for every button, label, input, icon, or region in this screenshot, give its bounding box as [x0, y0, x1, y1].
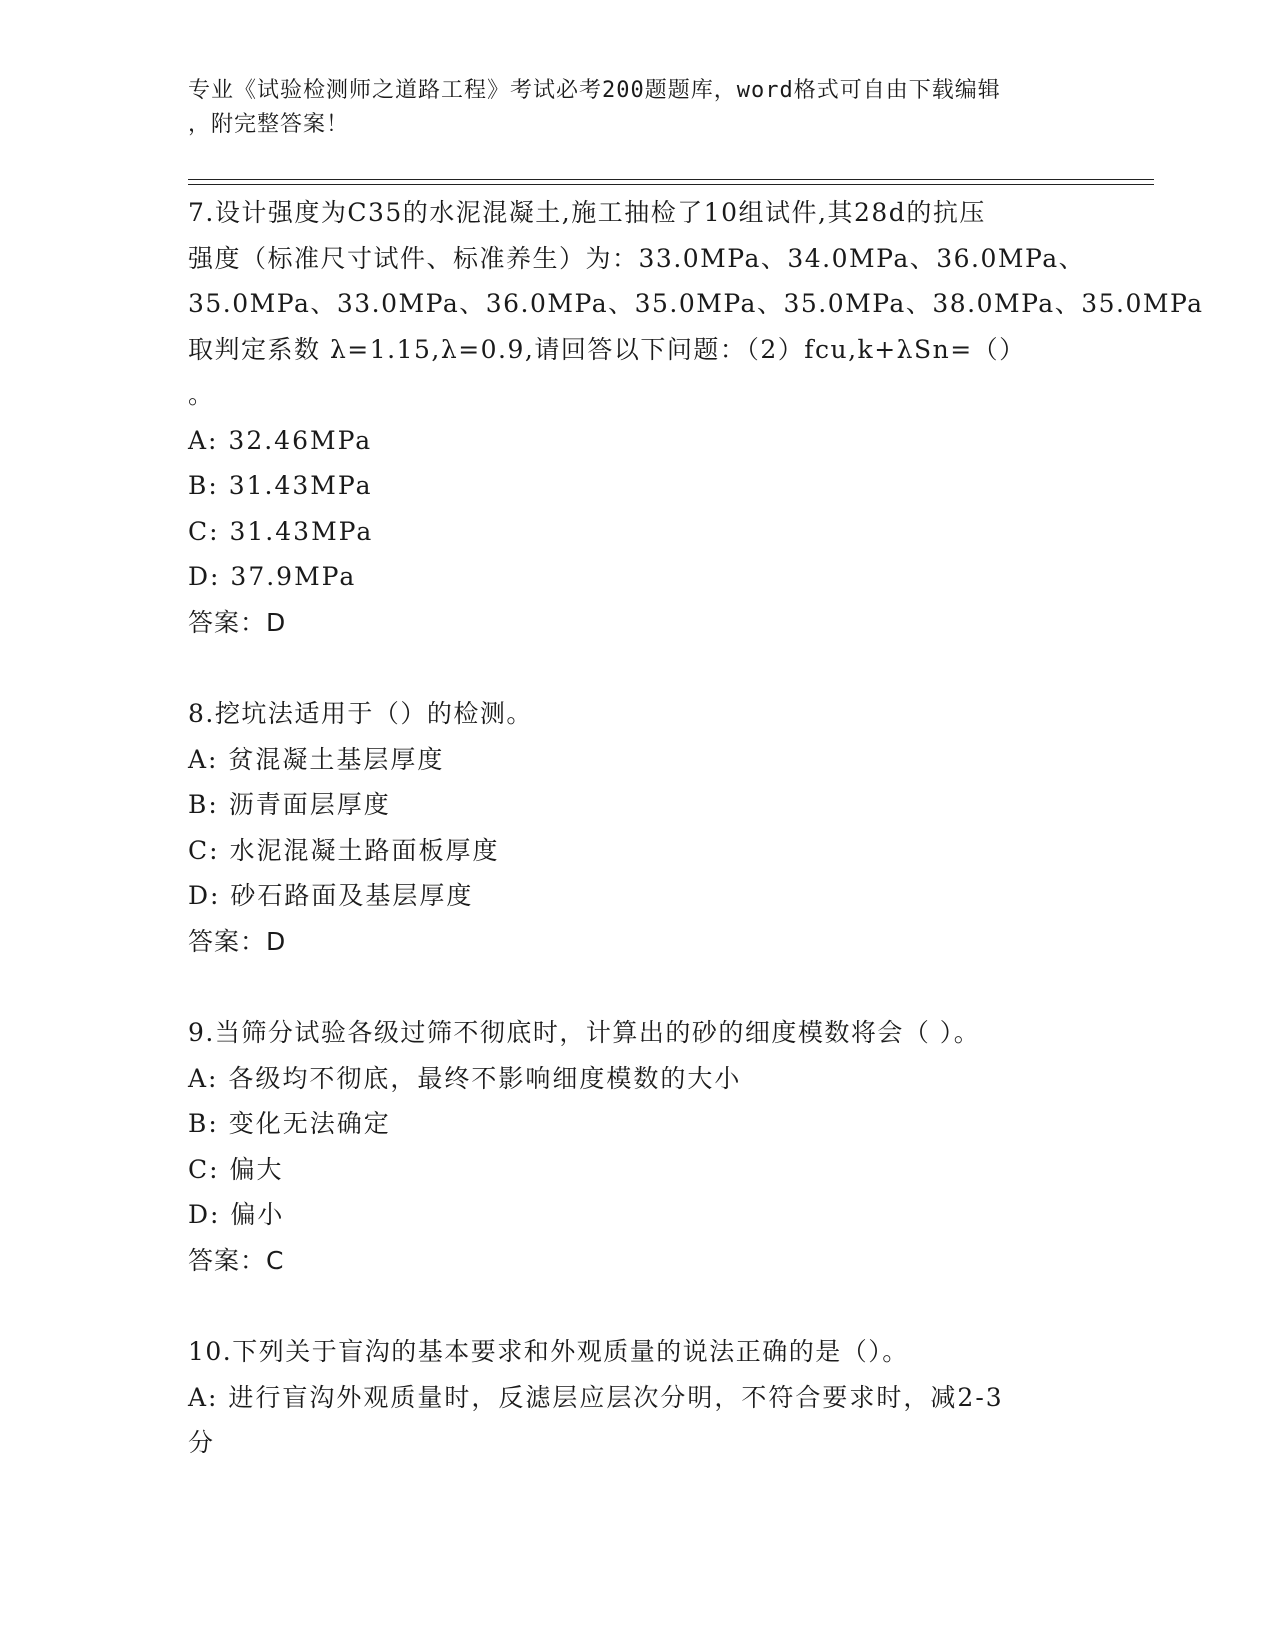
document-header	[188, 74, 1068, 142]
stem-line: 强度（标准尺寸试件、标准养生）为：33.0MPa、34.0MPa、36.0MPa、	[188, 243, 1086, 273]
stem-line: 8.挖坑法适用于（）的检测。	[188, 699, 533, 728]
stem-line: 10.下列关于盲沟的基本要求和外观质量的说法正确的是（）。	[188, 1337, 909, 1366]
question-8	[188, 691, 1088, 964]
answer: 答案：D	[188, 926, 287, 956]
header-divider-top	[188, 179, 1154, 180]
question-stem	[188, 1329, 1088, 1375]
question-10	[188, 1329, 1088, 1466]
option-d: D: 37.9MPa	[188, 562, 357, 591]
option-c: C: 偏大	[188, 1154, 284, 1184]
answer: 答案：D	[188, 607, 287, 637]
option-a-continued: 分	[188, 1428, 216, 1457]
stem-line: 取判定系数 λ=1.15,λ=0.9,请回答以下问题：（2）fcu,k+λSn=（）	[188, 334, 1026, 364]
question-stem	[188, 1010, 1088, 1056]
stem-line: 9.当筛分试验各级过筛不彻底时，计算出的砂的细度模数将会（ ）。	[188, 1018, 981, 1047]
option-b: B: 变化无法确定	[188, 1109, 391, 1138]
question-7	[188, 190, 1204, 645]
option-d: D: 偏小	[188, 1200, 285, 1229]
question-stem	[188, 190, 1204, 418]
stem-line: 35.0MPa、33.0MPa、36.0MPa、35.0MPa、35.0MPa、38.0MPa、35.0MPa	[188, 289, 1204, 318]
option-b: B: 沥青面层厚度	[188, 790, 391, 819]
stem-line: 7.设计强度为C35的水泥混凝土,施工抽检了10组试件,其28d的抗压	[188, 198, 986, 227]
option-c: C: 31.43MPa	[188, 516, 374, 546]
option-a: A: 进行盲沟外观质量时，反滤层应层次分明，不符合要求时，减2-3	[188, 1382, 1004, 1412]
option-b: B: 31.43MPa	[188, 471, 373, 500]
header-divider-bottom	[188, 184, 1154, 185]
stem-line: 。	[188, 380, 215, 409]
question-stem	[188, 691, 1088, 737]
answer: 答案：C	[188, 1245, 285, 1275]
question-list	[188, 190, 1204, 1512]
option-c: C: 水泥混凝土路面板厚度	[188, 835, 500, 865]
option-a: A: 各级均不彻底，最终不影响细度模数的大小	[188, 1063, 742, 1093]
option-a: A: 贫混凝土基层厚度	[188, 744, 445, 774]
header-line-1: 专业《试验检测师之道路工程》考试必考200题题库，word格式可自由下载编辑	[188, 78, 1001, 103]
option-d: D: 砂石路面及基层厚度	[188, 881, 474, 910]
option-a: A: 32.46MPa	[188, 425, 373, 455]
question-9	[188, 1010, 1088, 1283]
header-line-2: ，附完整答案！	[188, 112, 350, 137]
